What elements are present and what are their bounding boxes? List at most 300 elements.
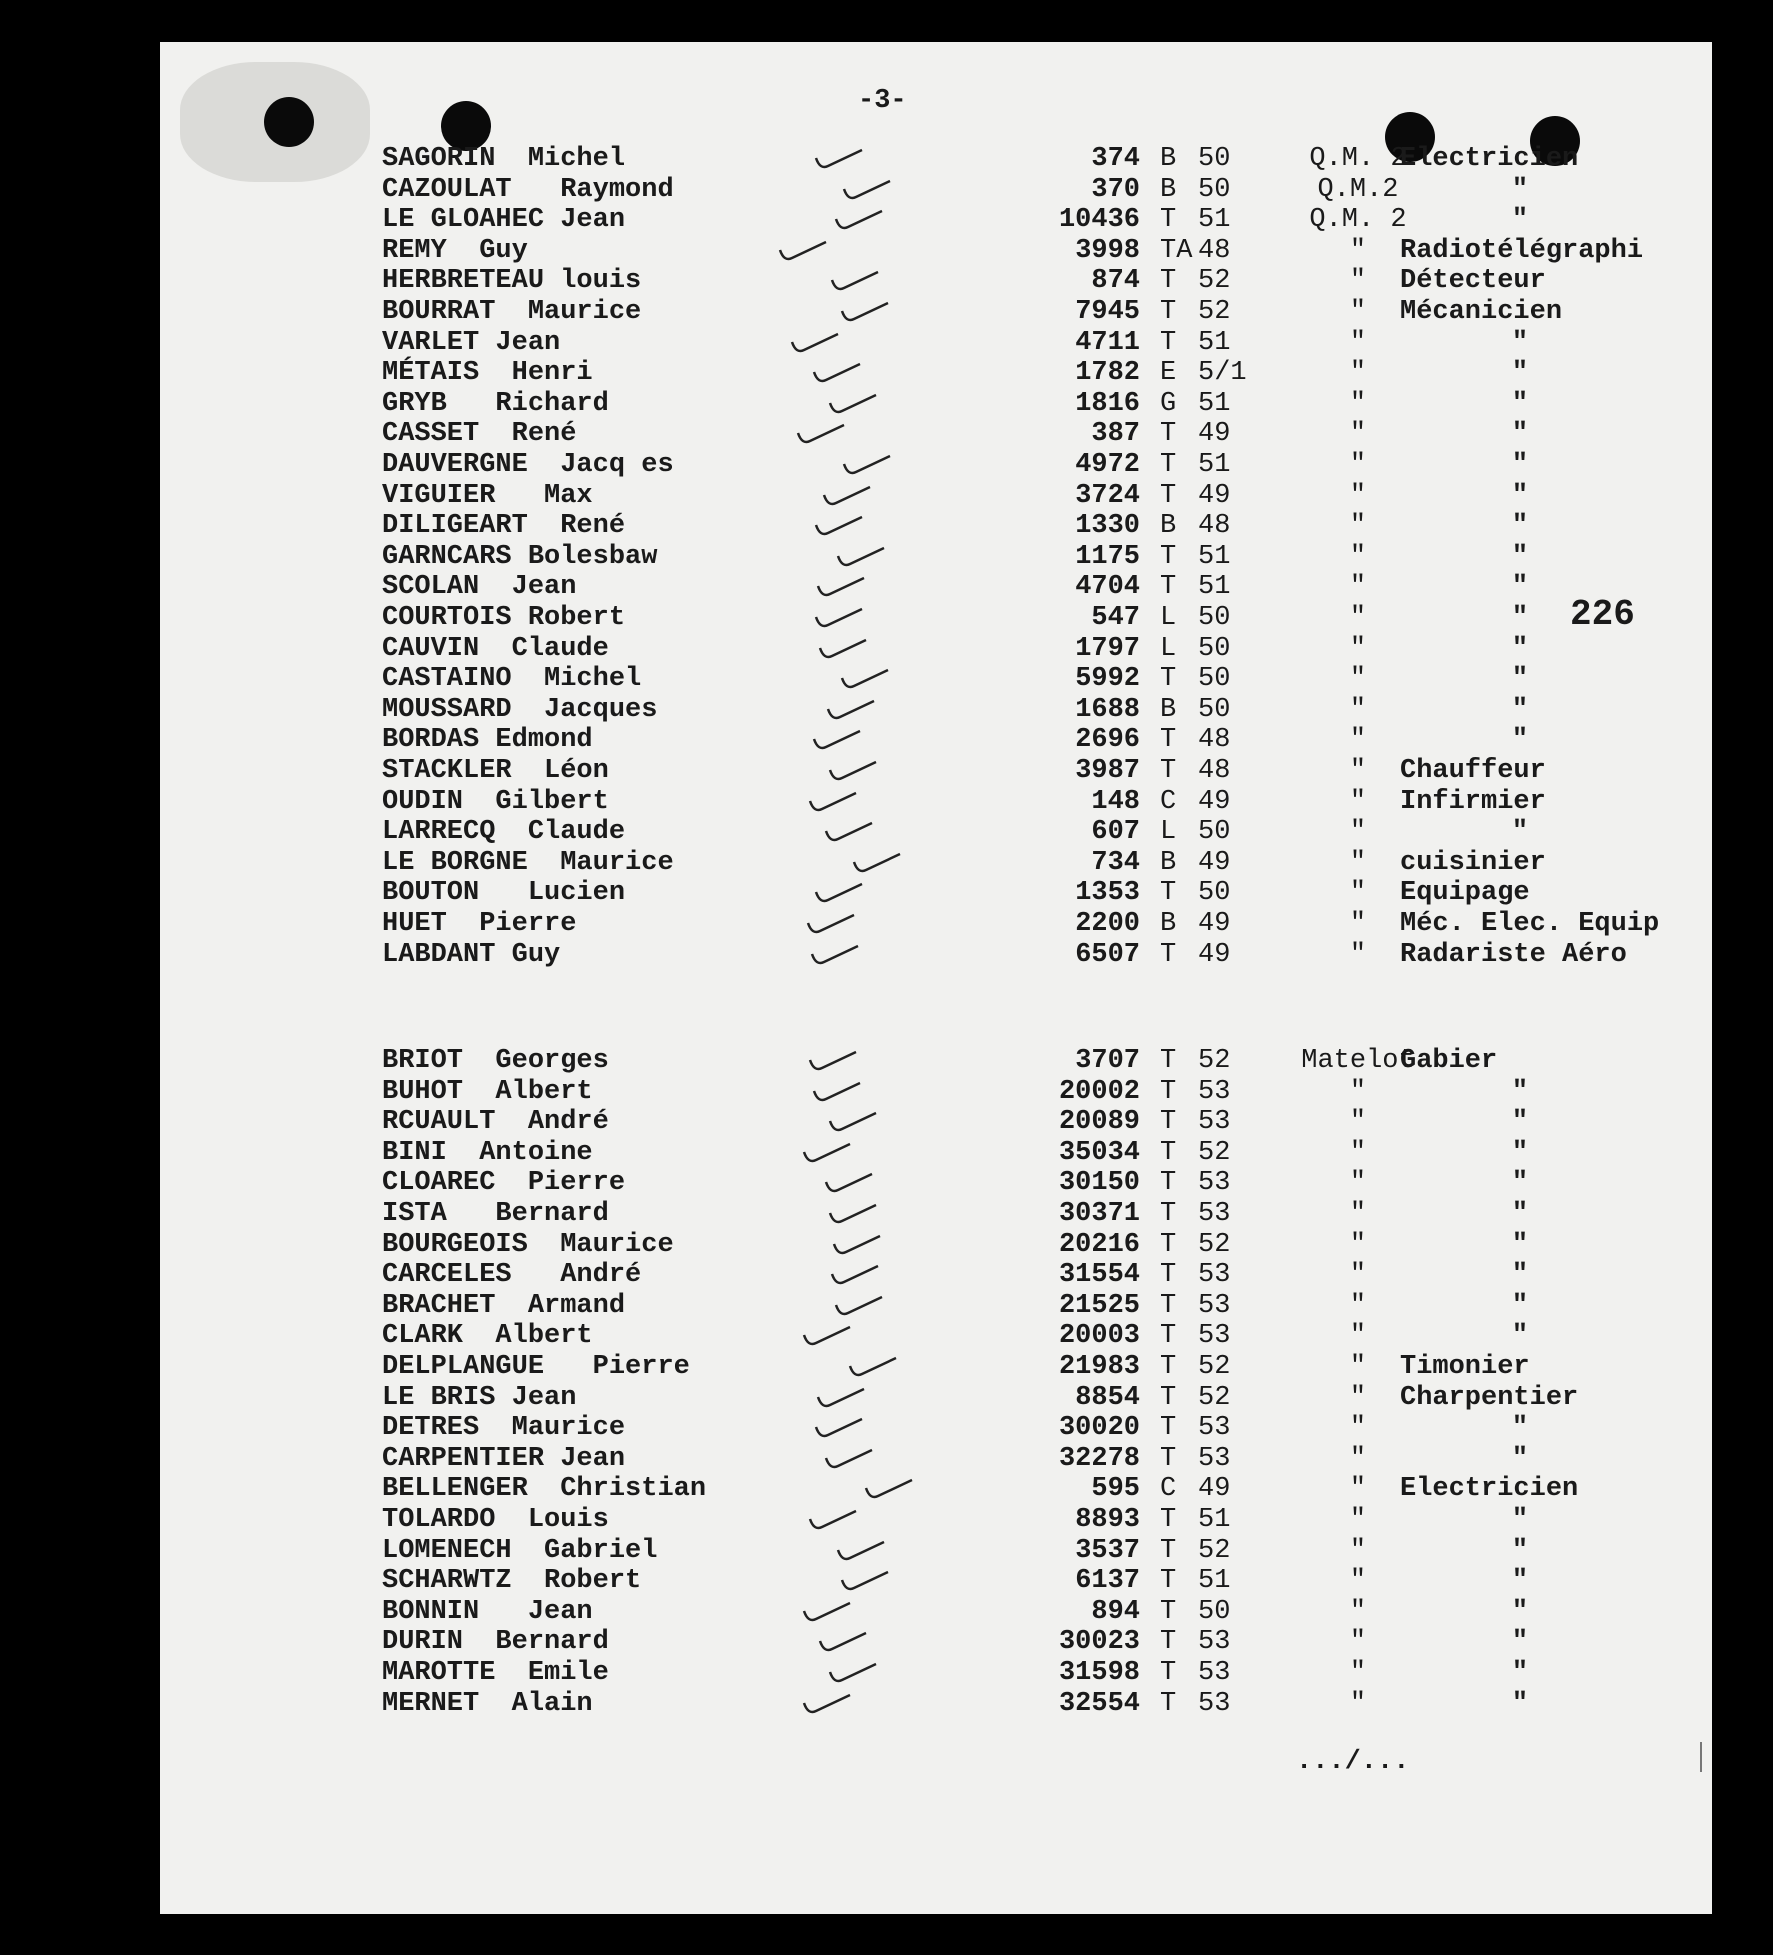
year-code: 51 xyxy=(1198,327,1231,358)
service-number: 7945 xyxy=(1075,297,1140,327)
rank: Matelot xyxy=(1301,1046,1415,1076)
year-code: 51 xyxy=(1198,388,1231,419)
check-mark-icon xyxy=(838,450,898,480)
class-code: C xyxy=(1160,1474,1177,1505)
service-number: 370 xyxy=(1091,174,1140,205)
service-number: 1797 xyxy=(1075,633,1140,664)
service-number: 4704 xyxy=(1075,572,1140,603)
check-mark-icon xyxy=(822,695,882,725)
rank: " xyxy=(1349,327,1367,358)
specialty: Méc. Elec. Equip xyxy=(1400,909,1660,939)
specialty: " xyxy=(1511,1290,1529,1321)
class-code: B xyxy=(1160,847,1177,878)
class-code: T xyxy=(1160,205,1177,236)
class-code: T xyxy=(1160,878,1177,909)
class-code: T xyxy=(1160,756,1177,786)
rank: " xyxy=(1349,1596,1367,1627)
specialty: " xyxy=(1511,1168,1529,1199)
crew-name: CASSET René xyxy=(382,419,577,450)
crew-name: LARRECQ Claude xyxy=(382,817,626,848)
check-mark-icon xyxy=(830,1291,890,1321)
rank: " xyxy=(1349,541,1367,572)
specialty: " xyxy=(1511,725,1529,756)
rank: " xyxy=(1349,1168,1367,1199)
specialty: Chauffeur xyxy=(1400,756,1546,786)
table-row xyxy=(160,634,1712,664)
year-code: 50 xyxy=(1198,878,1231,909)
table-row xyxy=(160,848,1712,878)
crew-name: LE GLOAHEC Jean xyxy=(382,205,626,236)
specialty: " xyxy=(1511,450,1529,480)
rank: " xyxy=(1349,1260,1367,1291)
table-row xyxy=(160,787,1712,817)
table-row xyxy=(160,1566,1712,1596)
class-code: B xyxy=(1160,511,1177,542)
table-row xyxy=(160,1658,1712,1688)
year-code: 53 xyxy=(1198,1199,1231,1229)
crew-name: MOUSSARD Jacques xyxy=(382,694,658,725)
service-number: 894 xyxy=(1091,1596,1140,1627)
check-mark-icon xyxy=(802,909,862,939)
rank: " xyxy=(1349,694,1367,725)
class-code: T xyxy=(1160,450,1177,480)
specialty: " xyxy=(1511,205,1529,236)
class-code: T xyxy=(1160,1535,1177,1566)
check-mark-icon xyxy=(804,787,864,817)
specialty: Mécanicien xyxy=(1400,297,1563,327)
crew-name: SAGORIN Michel xyxy=(382,144,626,174)
year-code: 53 xyxy=(1198,1321,1231,1352)
crew-name: MÉTAIS Henri xyxy=(382,358,593,389)
rank: " xyxy=(1349,1627,1367,1658)
class-code: B xyxy=(1160,694,1177,725)
rank: " xyxy=(1349,1505,1367,1535)
rank: " xyxy=(1349,603,1367,633)
class-code: L xyxy=(1160,633,1177,664)
check-mark-icon xyxy=(848,848,908,878)
check-mark-icon xyxy=(810,144,870,174)
service-number: 1353 xyxy=(1075,878,1140,909)
specialty: " xyxy=(1511,511,1529,542)
specialty: " xyxy=(1511,419,1529,450)
year-code: 52 xyxy=(1198,266,1231,297)
table-row xyxy=(160,205,1712,235)
class-code: T xyxy=(1160,1688,1177,1719)
table-row xyxy=(160,450,1712,480)
crew-name: RCUAULT André xyxy=(382,1107,609,1138)
check-mark-icon xyxy=(812,1383,872,1413)
check-mark-icon xyxy=(798,1138,858,1168)
table-row xyxy=(160,940,1712,970)
year-code: 50 xyxy=(1198,174,1231,205)
service-number: 21525 xyxy=(1058,1290,1140,1321)
year-code: 52 xyxy=(1198,297,1231,327)
year-code: 49 xyxy=(1198,480,1231,511)
class-code: L xyxy=(1160,603,1177,633)
service-number: 1175 xyxy=(1075,541,1140,572)
check-mark-icon xyxy=(824,1199,884,1229)
class-code: T xyxy=(1160,1566,1177,1597)
check-mark-icon xyxy=(818,481,878,511)
crew-name: BOURRAT Maurice xyxy=(382,297,642,327)
check-mark-icon xyxy=(798,1597,858,1627)
service-number: 2200 xyxy=(1075,909,1140,939)
table-row xyxy=(160,1444,1712,1474)
specialty: " xyxy=(1511,1199,1529,1229)
service-number: 30150 xyxy=(1058,1168,1140,1199)
year-code: 53 xyxy=(1198,1627,1231,1658)
service-number: 20003 xyxy=(1058,1321,1140,1352)
class-code: T xyxy=(1160,266,1177,297)
table-row xyxy=(160,1505,1712,1535)
table-row xyxy=(160,389,1712,419)
service-number: 6507 xyxy=(1075,939,1140,970)
specialty: " xyxy=(1511,1596,1529,1627)
class-code: T xyxy=(1160,1505,1177,1535)
specialty: " xyxy=(1511,1260,1529,1291)
rank: " xyxy=(1349,235,1367,266)
rank: " xyxy=(1349,1321,1367,1352)
rank: " xyxy=(1349,1076,1367,1107)
table-row xyxy=(160,297,1712,327)
rank: " xyxy=(1349,266,1367,297)
rank: " xyxy=(1349,1382,1367,1413)
year-code: 51 xyxy=(1198,1505,1231,1535)
table-row xyxy=(160,756,1712,786)
year-code: 50 xyxy=(1198,664,1231,695)
table-row xyxy=(160,1627,1712,1657)
margin-mark xyxy=(1700,1742,1702,1772)
specialty: Infirmier xyxy=(1400,786,1546,817)
service-number: 148 xyxy=(1091,786,1140,817)
class-code: T xyxy=(1160,541,1177,572)
punch-hole xyxy=(264,97,314,147)
specialty: " xyxy=(1511,603,1529,633)
year-code: 53 xyxy=(1198,1168,1231,1199)
year-code: 48 xyxy=(1198,756,1231,786)
class-code: T xyxy=(1160,1199,1177,1229)
class-code: L xyxy=(1160,817,1177,848)
check-mark-icon xyxy=(810,511,870,541)
year-code: 51 xyxy=(1198,541,1231,572)
table-row xyxy=(160,1536,1712,1566)
crew-name: CLARK Albert xyxy=(382,1321,593,1352)
service-number: 734 xyxy=(1091,847,1140,878)
check-mark-icon xyxy=(820,1444,880,1474)
service-number: 3998 xyxy=(1075,235,1140,266)
year-code: 49 xyxy=(1198,939,1231,970)
specialty: " xyxy=(1511,1229,1529,1260)
crew-name: BONNIN Jean xyxy=(382,1596,593,1627)
crew-name: SCOLAN Jean xyxy=(382,572,577,603)
check-mark-icon xyxy=(844,1352,904,1382)
service-number: 31554 xyxy=(1058,1260,1140,1291)
rank: " xyxy=(1349,939,1367,970)
year-code: 53 xyxy=(1198,1658,1231,1688)
year-code: 48 xyxy=(1198,725,1231,756)
service-number: 595 xyxy=(1091,1474,1140,1505)
specialty: " xyxy=(1511,174,1529,205)
rank: " xyxy=(1349,1658,1367,1688)
table-row xyxy=(160,603,1712,633)
check-mark-icon xyxy=(806,940,866,970)
check-mark-icon xyxy=(786,328,846,358)
rank: " xyxy=(1349,909,1367,939)
side-number: 226 xyxy=(1570,594,1635,635)
service-number: 3987 xyxy=(1075,756,1140,786)
class-code: T xyxy=(1160,939,1177,970)
class-code: B xyxy=(1160,174,1177,205)
specialty: " xyxy=(1511,572,1529,603)
service-number: 4711 xyxy=(1075,327,1140,358)
crew-name: BRIOT Georges xyxy=(382,1046,609,1076)
crew-name: LE BRIS Jean xyxy=(382,1382,577,1413)
class-code: TA xyxy=(1160,235,1193,266)
rank: " xyxy=(1349,480,1367,511)
specialty: Détecteur xyxy=(1400,266,1546,297)
service-number: 547 xyxy=(1091,603,1140,633)
specialty: Radiotélégraphi xyxy=(1400,235,1644,266)
crew-name: STACKLER Léon xyxy=(382,756,609,786)
check-mark-icon xyxy=(808,1077,868,1107)
year-code: 53 xyxy=(1198,1290,1231,1321)
table-row xyxy=(160,1321,1712,1351)
table-row xyxy=(160,909,1712,939)
year-code: 51 xyxy=(1198,205,1231,236)
crew-name: DELPLANGUE Pierre xyxy=(382,1352,690,1382)
class-code: B xyxy=(1160,909,1177,939)
service-number: 3707 xyxy=(1075,1046,1140,1076)
specialty: " xyxy=(1511,817,1529,848)
rank: " xyxy=(1349,878,1367,909)
check-mark-icon xyxy=(792,419,852,449)
crew-name: MAROTTE Emile xyxy=(382,1658,609,1688)
specialty: " xyxy=(1511,327,1529,358)
service-number: 8854 xyxy=(1075,1382,1140,1413)
check-mark-icon xyxy=(824,756,884,786)
class-code: T xyxy=(1160,1413,1177,1444)
specialty: " xyxy=(1511,1443,1529,1474)
service-number: 31598 xyxy=(1058,1658,1140,1688)
table-row xyxy=(160,695,1712,725)
check-mark-icon xyxy=(804,1046,864,1076)
service-number: 30023 xyxy=(1058,1627,1140,1658)
crew-name: HUET Pierre xyxy=(382,909,577,939)
specialty: " xyxy=(1511,1535,1529,1566)
table-row xyxy=(160,1383,1712,1413)
specialty: " xyxy=(1511,1688,1529,1719)
check-mark-icon xyxy=(814,634,874,664)
year-code: 48 xyxy=(1198,235,1231,266)
year-code: 53 xyxy=(1198,1107,1231,1138)
year-code: 49 xyxy=(1198,786,1231,817)
specialty: " xyxy=(1511,358,1529,389)
check-mark-icon xyxy=(824,1107,884,1137)
specialty: Charpentier xyxy=(1400,1382,1579,1413)
table-row xyxy=(160,542,1712,572)
check-mark-icon xyxy=(828,1230,888,1260)
class-code: T xyxy=(1160,1260,1177,1291)
crew-name: VARLET Jean xyxy=(382,327,561,358)
service-number: 20002 xyxy=(1058,1076,1140,1107)
specialty: " xyxy=(1511,1076,1529,1107)
year-code: 50 xyxy=(1198,1596,1231,1627)
year-code: 51 xyxy=(1198,1566,1231,1597)
service-number: 874 xyxy=(1091,266,1140,297)
crew-name: COURTOIS Robert xyxy=(382,603,626,633)
table-row xyxy=(160,1413,1712,1443)
year-code: 49 xyxy=(1198,1474,1231,1505)
crew-name: DURIN Bernard xyxy=(382,1627,609,1658)
class-code: T xyxy=(1160,419,1177,450)
rank: " xyxy=(1349,297,1367,327)
year-code: 53 xyxy=(1198,1260,1231,1291)
crew-name: CARPENTIER Jean xyxy=(382,1443,626,1474)
class-code: T xyxy=(1160,1321,1177,1352)
rank: " xyxy=(1349,450,1367,480)
crew-name: TOLARDO Louis xyxy=(382,1505,609,1535)
specialty: " xyxy=(1511,480,1529,511)
table-row xyxy=(160,1077,1712,1107)
table-row xyxy=(160,481,1712,511)
crew-name: BINI Antoine xyxy=(382,1137,593,1168)
continuation-mark: .../... xyxy=(1296,1747,1410,1777)
table-row xyxy=(160,1291,1712,1321)
crew-name: GRYB Richard xyxy=(382,388,609,419)
crew-name: SCHARWTZ Robert xyxy=(382,1566,642,1597)
table-row xyxy=(160,817,1712,847)
table-row xyxy=(160,1260,1712,1290)
class-code: T xyxy=(1160,1658,1177,1688)
service-number: 20216 xyxy=(1058,1229,1140,1260)
year-code: 53 xyxy=(1198,1688,1231,1719)
table-row xyxy=(160,175,1712,205)
crew-name: GARNCARS Bolesbaw xyxy=(382,541,658,572)
check-mark-icon xyxy=(810,878,870,908)
check-mark-icon xyxy=(798,1321,858,1351)
table-row xyxy=(160,236,1712,266)
year-code: 52 xyxy=(1198,1046,1231,1076)
crew-name: DETRES Maurice xyxy=(382,1413,626,1444)
check-mark-icon xyxy=(836,664,896,694)
specialty: cuisinier xyxy=(1400,847,1546,878)
crew-name: REMY Guy xyxy=(382,235,528,266)
rank: " xyxy=(1349,786,1367,817)
specialty: Timonier xyxy=(1400,1352,1530,1382)
check-mark-icon xyxy=(826,266,886,296)
check-mark-icon xyxy=(820,1168,880,1198)
crew-name: BRACHET Armand xyxy=(382,1290,626,1321)
class-code: T xyxy=(1160,1076,1177,1107)
rank: " xyxy=(1349,1290,1367,1321)
rank: " xyxy=(1349,1474,1367,1505)
table-row xyxy=(160,1107,1712,1137)
specialty: Radariste Aéro xyxy=(1400,939,1627,970)
crew-name: CASTAINO Michel xyxy=(382,664,642,695)
rank: " xyxy=(1349,817,1367,848)
year-code: 49 xyxy=(1198,909,1231,939)
specialty: " xyxy=(1511,1566,1529,1597)
rank: " xyxy=(1349,511,1367,542)
service-number: 607 xyxy=(1091,817,1140,848)
service-number: 4972 xyxy=(1075,450,1140,480)
class-code: T xyxy=(1160,1290,1177,1321)
table-row xyxy=(160,1230,1712,1260)
class-code: T xyxy=(1160,1443,1177,1474)
year-code: 49 xyxy=(1198,419,1231,450)
table-row xyxy=(160,358,1712,388)
crew-name: CAZOULAT Raymond xyxy=(382,174,674,205)
rank: " xyxy=(1349,725,1367,756)
year-code: 52 xyxy=(1198,1137,1231,1168)
class-code: T xyxy=(1160,1046,1177,1076)
class-code: C xyxy=(1160,786,1177,817)
year-code: 52 xyxy=(1198,1382,1231,1413)
specialty: " xyxy=(1511,1413,1529,1444)
year-code: 52 xyxy=(1198,1352,1231,1382)
table-row xyxy=(160,1046,1712,1076)
year-code: 53 xyxy=(1198,1413,1231,1444)
year-code: 50 xyxy=(1198,144,1231,174)
check-mark-icon xyxy=(808,358,868,388)
crew-name: LE BORGNE Maurice xyxy=(382,847,674,878)
service-number: 2696 xyxy=(1075,725,1140,756)
check-mark-icon xyxy=(812,572,872,602)
class-code: T xyxy=(1160,572,1177,603)
service-number: 35034 xyxy=(1058,1137,1140,1168)
rank: " xyxy=(1349,633,1367,664)
year-code: 50 xyxy=(1198,603,1231,633)
rank: Q.M.2 xyxy=(1317,174,1399,205)
table-row xyxy=(160,144,1712,174)
table-row xyxy=(160,1168,1712,1198)
service-number: 32278 xyxy=(1058,1443,1140,1474)
rank: " xyxy=(1349,1413,1367,1444)
year-code: 51 xyxy=(1198,572,1231,603)
rank: " xyxy=(1349,419,1367,450)
crew-name: LABDANT Guy xyxy=(382,939,561,970)
crew-name: VIGUIER Max xyxy=(382,480,593,511)
specialty: Electricien xyxy=(1400,144,1579,174)
rank: " xyxy=(1349,1352,1367,1382)
service-number: 20089 xyxy=(1058,1107,1140,1138)
crew-name: DAUVERGNE Jacq es xyxy=(382,450,674,480)
class-code: T xyxy=(1160,1168,1177,1199)
year-code: 49 xyxy=(1198,847,1231,878)
table-row xyxy=(160,419,1712,449)
check-mark-icon xyxy=(836,297,896,327)
specialty: Gabier xyxy=(1400,1046,1498,1076)
rank: " xyxy=(1349,1229,1367,1260)
table-row xyxy=(160,725,1712,755)
crew-name: OUDIN Gilbert xyxy=(382,786,609,817)
rank: Q.M. 2 xyxy=(1309,205,1407,236)
year-code: 50 xyxy=(1198,817,1231,848)
service-number: 32554 xyxy=(1058,1688,1140,1719)
class-code: T xyxy=(1160,480,1177,511)
check-mark-icon xyxy=(810,603,870,633)
table-row xyxy=(160,511,1712,541)
check-mark-icon xyxy=(830,205,890,235)
table-row xyxy=(160,1138,1712,1168)
specialty: " xyxy=(1511,1505,1529,1535)
document-page xyxy=(160,42,1712,1914)
service-number: 8893 xyxy=(1075,1505,1140,1535)
class-code: T xyxy=(1160,297,1177,327)
service-number: 21983 xyxy=(1058,1352,1140,1382)
class-code: T xyxy=(1160,327,1177,358)
check-mark-icon xyxy=(798,1689,858,1719)
